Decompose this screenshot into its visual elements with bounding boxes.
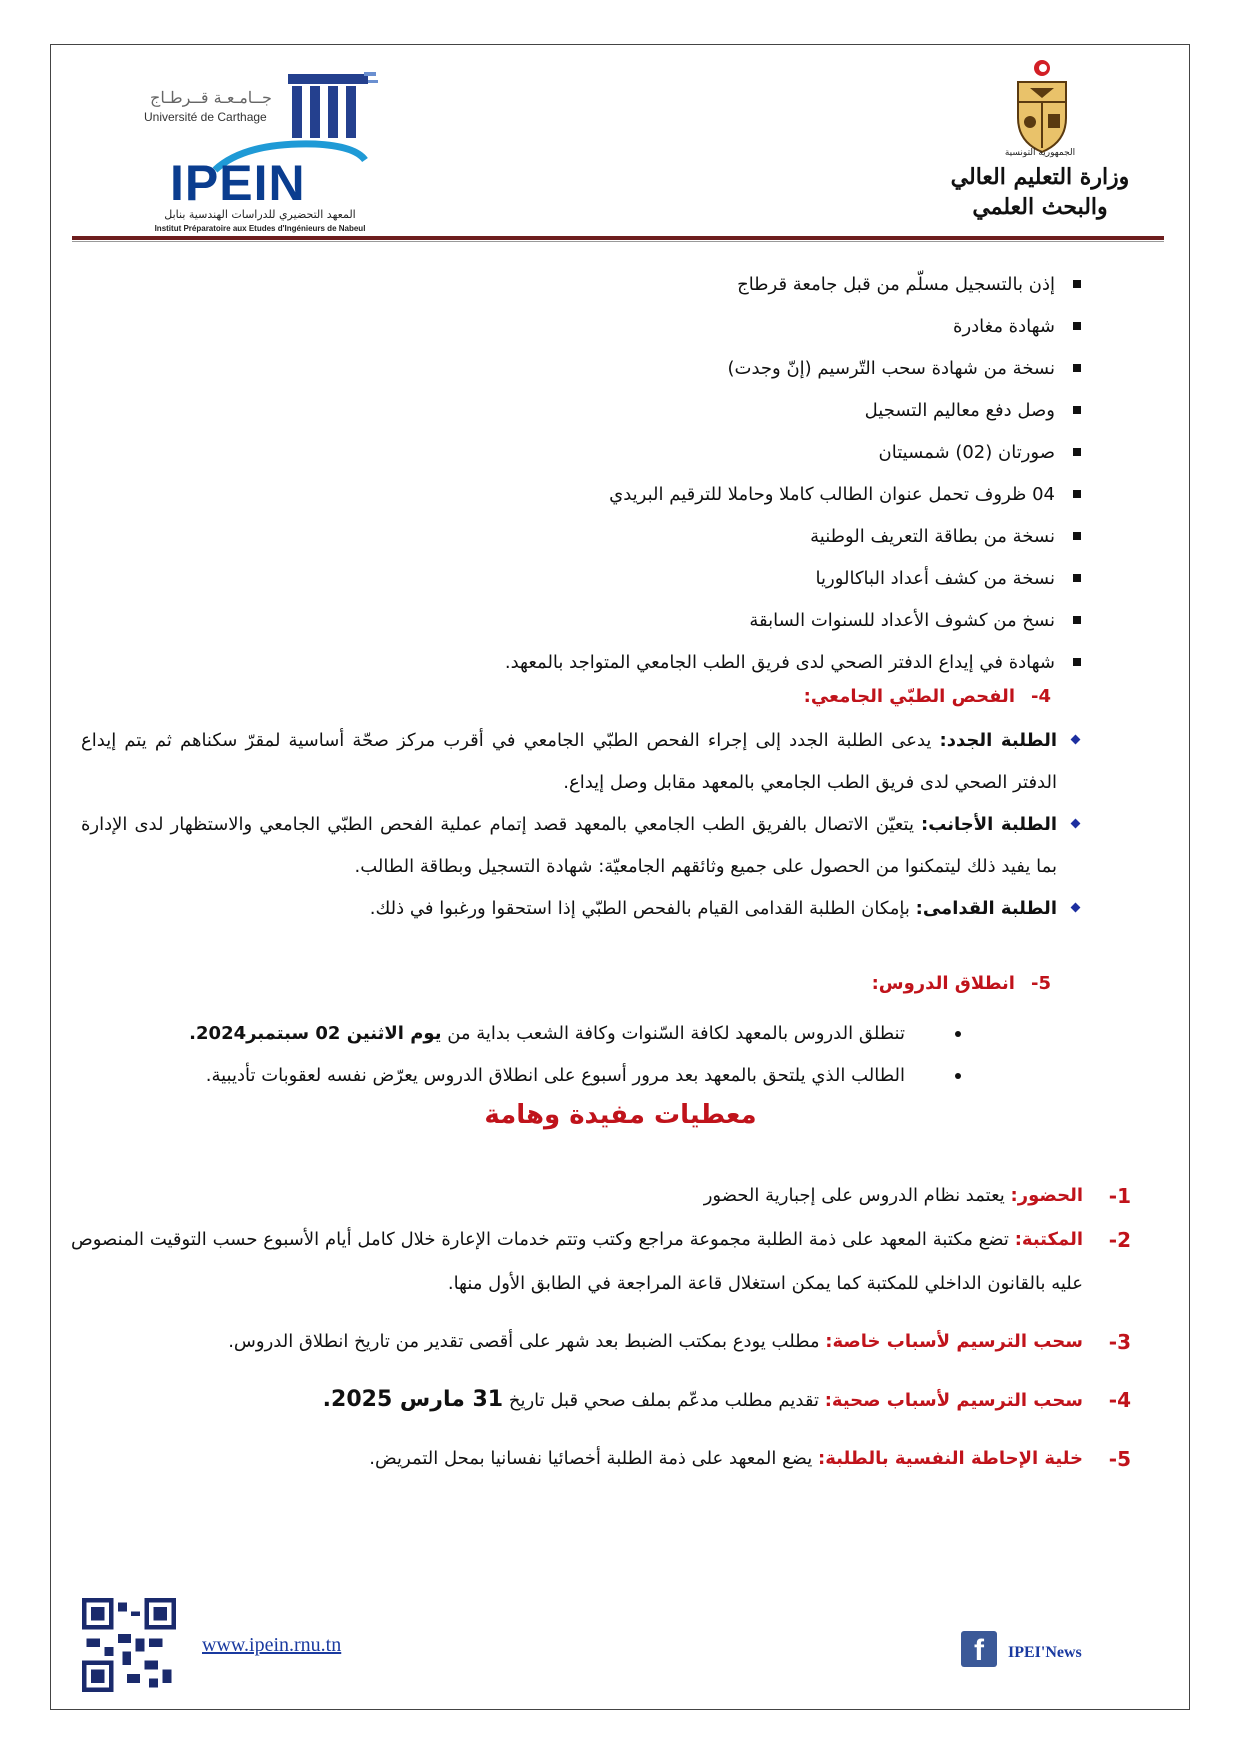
institute-name-fr: Institut Préparatoire aux Etudes d'Ingénieurs de Nabeul: [154, 224, 366, 233]
ministry-line2: والبحث العلمي: [972, 194, 1108, 220]
website-link[interactable]: www.ipein.rnu.tn: [202, 1634, 342, 1656]
square-bullet-icon: [1073, 616, 1081, 624]
medical-exam-list: [81, 720, 1081, 930]
list-item: نسخة من كشف أعداد الباكالوريا: [181, 564, 1081, 606]
list-item: 4- سحب الترسيم لأسباب صحية: تقديم مطلب مدعّم بملف صحي قبل تاريخ 31 مارس 2025.: [322, 1387, 1131, 1412]
header-divider-thin: [72, 241, 1164, 242]
section-5-heading: 5-انطلاق الدروس:: [871, 973, 1051, 994]
header-divider: [72, 236, 1164, 240]
ministry-logo: [940, 58, 1140, 228]
section-4-heading: 4-الفحص الطبّي الجامعي:: [803, 686, 1051, 707]
list-item: 5- خلية الإحاطة النفسية بالطلبة: يضع المعهد على ذمة الطلبة أخصائيا نفسانيا بمحل التمريض.: [369, 1447, 1131, 1471]
list-item: 1- الحضور: يعتمد نظام الدروس على إجبارية الحضور: [703, 1184, 1131, 1208]
list-item: 04 ظروف تحمل عنوان الطالب كاملا وحاملا للترقيم البريدي: [181, 480, 1081, 522]
dot-bullet-icon: [955, 1073, 961, 1079]
list-item: 3- سحب الترسيم لأسباب خاصة: مطلب يودع بمكتب الضبط بعد شهر على أقصى تقدير من تاريخ انطلاق الدروس.: [228, 1330, 1131, 1354]
diamond-bullet-icon: [1071, 903, 1081, 913]
square-bullet-icon: [1073, 280, 1081, 288]
square-bullet-icon: [1073, 448, 1081, 456]
institution-logos: [130, 58, 390, 238]
square-bullet-icon: [1073, 574, 1081, 582]
list-item: نسخة من بطاقة التعريف الوطنية: [181, 522, 1081, 564]
square-bullet-icon: [1073, 658, 1081, 666]
republic-label: الجمهورية التونسية: [1004, 148, 1076, 158]
square-bullet-icon: [1073, 406, 1081, 414]
square-bullet-icon: [1073, 322, 1081, 330]
carthage-columns-icon: [280, 66, 380, 146]
list-item: شهادة في إيداع الدفتر الصحي لدى فريق الطب الجامعي المتواجد بالمعهد.: [181, 648, 1081, 690]
dot-bullet-icon: [955, 1031, 961, 1037]
list-item: وصل دفع معاليم التسجيل: [181, 396, 1081, 438]
university-name-ar: جــامـعـة قــرطـاج: [150, 88, 272, 107]
list-item: الطلبة الجدد: يدعى الطلبة الجدد إلى إجراء الفحص الطبّي الجامعي في أقرب مركز صحّة أساسية لمقرّ سكناهم ثم يتم إيداع الدفتر الصحي لدى فريق الطب الجامعي بالمعهد مقابل وصل إيداع.: [81, 720, 1081, 804]
list-item: الطالب الذي يلتحق بالمعهد بعد مرور أسبوع على انطلاق الدروس يعرّض نفسه لعقوبات تأديبية.: [81, 1055, 961, 1097]
diamond-bullet-icon: [1071, 735, 1081, 745]
university-name-fr: Université de Carthage: [144, 110, 267, 124]
list-item: تنطلق الدروس بالمعهد لكافة السّنوات وكافة الشعب بداية من يوم الاثنين 02 سبتمبر2024.: [81, 1013, 961, 1055]
list-item: الطلبة الأجانب: يتعيّن الاتصال بالفريق الطب الجامعي بالمعهد قصد إتمام عملية الفحص الطبّي الجامعي والاستظهار لدى الإدارة بما يفيد ذلك ليتمكنوا من الحصول على جميع وثائقهم الجامعيّة: شهادة التسجيل وبطاقة الطالب.: [81, 804, 1081, 888]
list-item: 2- المكتبة: تضع مكتبة المعهد على ذمة الطلبة مجموعة مراجع وكتب وتتم خدمات الإعارة خلال كامل أيام الأسبوع حسب التوقيت المنصوص عليه بالقانون الداخلي للمكتبة كما يمكن استغلال قاعة المراجعة في الطابق الأول منها.: [71, 1228, 1131, 1294]
tunisia-emblem-icon: [1010, 58, 1074, 154]
useful-info-title: معطيات مفيدة وهامة: [484, 1100, 757, 1130]
list-item: إذن بالتسجيل مسلّم من قبل جامعة قرطاج: [181, 270, 1081, 312]
classes-start-list: [81, 1013, 961, 1097]
ipein-logo-text: IPEIN: [170, 155, 306, 211]
list-item: شهادة مغادرة: [181, 312, 1081, 354]
list-item: نسخة من شهادة سحب التّرسيم (إنّ وجدت): [181, 354, 1081, 396]
square-bullet-icon: [1073, 490, 1081, 498]
square-bullet-icon: [1073, 532, 1081, 540]
list-item: صورتان (02) شمسيتان: [181, 438, 1081, 480]
list-item: الطلبة القدامى: بإمكان الطلبة القدامى القيام بالفحص الطبّي إذا استحقوا ورغبوا في ذلك.: [81, 888, 1081, 930]
qr-code-icon: [82, 1598, 176, 1692]
institute-name-ar: المعهد التحضيري للدراسات الهندسية بنابل: [164, 208, 356, 221]
square-bullet-icon: [1073, 364, 1081, 372]
diamond-bullet-icon: [1071, 819, 1081, 829]
list-item: نسخ من كشوف الأعداد للسنوات السابقة: [181, 606, 1081, 648]
ministry-name: [940, 162, 1140, 222]
required-documents-list: [181, 270, 1081, 690]
facebook-icon[interactable]: f: [961, 1631, 997, 1667]
ministry-line1: وزارة التعليم العالي: [950, 164, 1130, 190]
facebook-page-label[interactable]: IPEI'News: [1008, 1644, 1082, 1661]
useful-info-list: [71, 1174, 1131, 1481]
